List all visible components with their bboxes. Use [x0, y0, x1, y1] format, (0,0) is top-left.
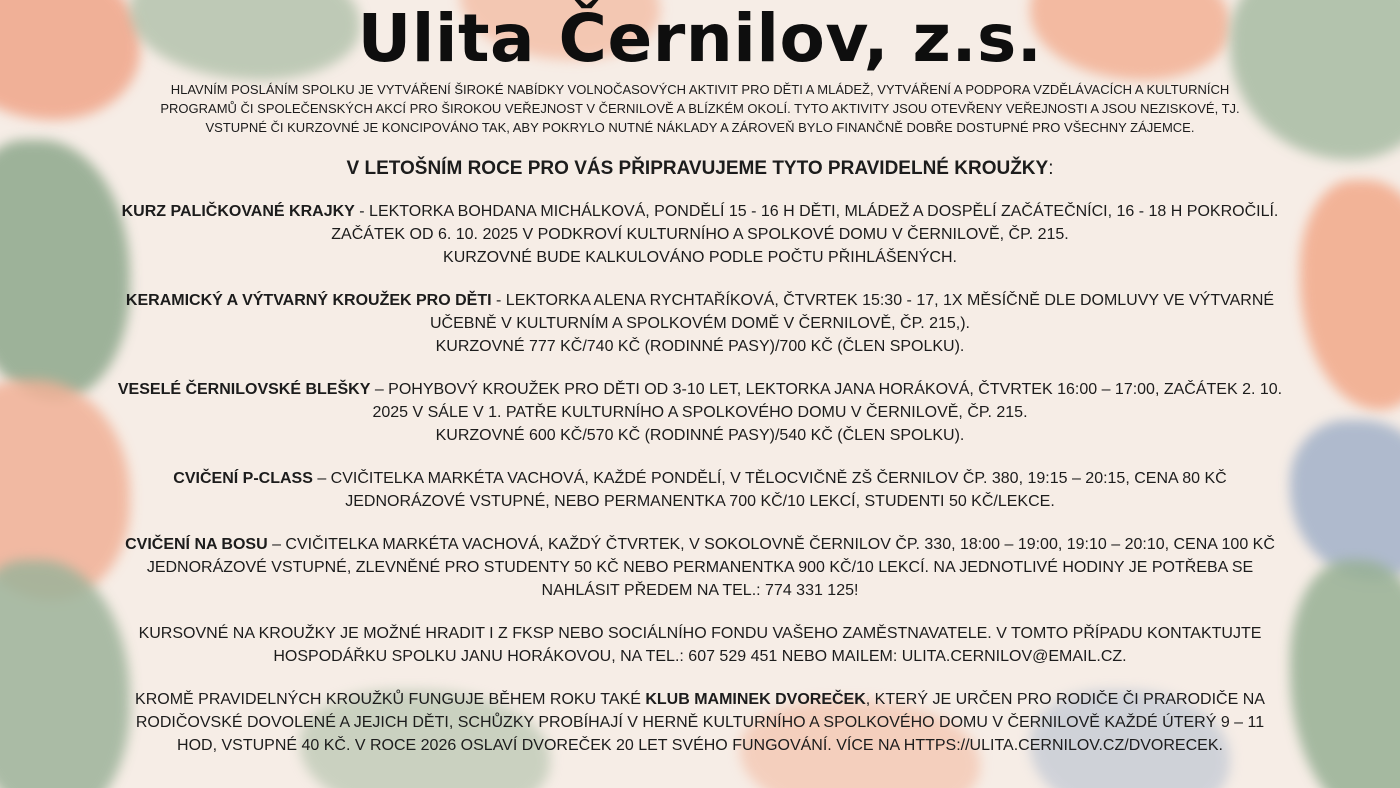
courses-heading	[0, 156, 1400, 182]
course-details: - LEKTORKA ALENA RYCHTAŘÍKOVÁ, ČTVRTEK 15:30 - 17, 1X MĚSÍČNĚ DLE DOMLUVY VE VÝTVARNÉ UČEBNĚ V KULTURNÍM A SPOLKOVÉM DOMĚ V ČERNILOVĚ, ČP. 215,).	[430, 292, 1275, 332]
course-item	[115, 378, 1285, 447]
course-name: CVIČENÍ NA BOSU	[125, 536, 268, 553]
club-details: , KTERÝ JE URČEN PRO RODIČE ČI PRARODIČE NA RODIČOVSKÉ DOVOLENÉ A JEJICH DĚTI, SCHŮZKY PROBÍHAJÍ V HERNĚ KULTURNÍHO A SPOLKOVÉHO DOMU V ČERNILOVĚ KAŽDÉ ÚTERÝ 9 – 11 HOD, VSTUPNÉ 40 KČ. V ROCE 2026 OSLAVÍ DVOREČEK 20 LET SVÉHO FUNGOVÁNÍ. VÍCE NA HTTPS://ULITA.CERNILOV.CZ/DVORECEK.	[135, 691, 1265, 754]
course-price: KURZOVNÉ 777 KČ/740 KČ (RODINNÉ PASY)/700 KČ (ČLEN SPOLKU).	[435, 338, 965, 355]
courses-heading-text: V LETOŠNÍM ROCE PRO VÁS PŘIPRAVUJEME TYTO PRAVIDELNÉ KROUŽKY	[346, 158, 1049, 179]
course-item	[115, 289, 1285, 358]
course-price: KURZOVNÉ 600 KČ/570 KČ (RODINNÉ PASY)/540 KČ (ČLEN SPOLKU).	[435, 427, 965, 444]
course-name: CVIČENÍ P-CLASS	[173, 470, 313, 487]
club-name: KLUB MAMINEK DVOREČEK	[645, 691, 866, 708]
course-details: – CVIČITELKA MARKÉTA VACHOVÁ, KAŽDÉ PONDĚLÍ, V TĚLOCVIČNĚ ZŠ ČERNILOV ČP. 380, 19:15 – 20:15, CENA 80 KČ JEDNORÁZOVÉ VSTUPNÉ, NEBO PERMANENTKA 700 KČ/10 LEKCÍ, STUDENTI 50 KČ/LEKCE.	[312, 470, 1227, 510]
course-details: – POHYBOVÝ KROUŽEK PRO DĚTI OD 3-10 LET, LEKTORKA JANA HORÁKOVÁ, ČTVRTEK 16:00 – 17:00, ZAČÁTEK 2. 10. 2025 V SÁLE V 1. PATŘE KULTURNÍHO A SPOLKOVÉHO DOMU V ČERNILOVĚ, ČP. 215.	[370, 381, 1283, 421]
course-name: VESELÉ ČERNILOVSKÉ BLEŠKY	[117, 381, 371, 398]
course-details: - LEKTORKA BOHDANA MICHÁLKOVÁ, PONDĚLÍ 15 - 16 H DĚTI, MLÁDEŽ A DOSPĚLÍ ZAČÁTEČNÍCI, 16 - 18 H POKROČILÍ. ZAČÁTEK OD 6. 10. 2025 V PODKROVÍ KULTURNÍHO A SPOLKOVÉ DOMU V ČERNILOVĚ, ČP. 215.	[331, 203, 1279, 243]
mission-statement: HLAVNÍM POSLÁNÍM SPOLKU JE VYTVÁŘENÍ ŠIROKÉ NABÍDKY VOLNOČASOVÝCH AKTIVIT PRO DĚTI A MLÁDEŽ, VYTVÁŘENÍ A PODPORA VZDĚLÁVACÍCH A KULTURNÍCH PROGRAMŮ ČI SPOLEČENSKÝCH AKCÍ PRO ŠIROKOU VEŘEJNOST V ČERNILOVĚ A BLÍZKÉM OKOLÍ. TYTO AKTIVITY JSOU OTEVŘENY VEŘEJNOSTI A JSOU NEZISKOVÉ, TJ. VSTUPNÉ ČI KURZOVNÉ JE KONCIPOVÁNO TAK, ABY POKRYLO NUTNÉ NÁKLADY A ZÁROVEŇ BYLO FINANČNĚ DOBŘE DOSTUPNÉ PRO VŠECHNY ZÁJEMCE.	[160, 82, 1240, 135]
club-prefix: KROMĚ PRAVIDELNÝCH KROUŽKŮ FUNGUJE BĚHEM ROKU TAKÉ	[135, 691, 646, 708]
club-info	[115, 688, 1285, 757]
courses-heading-colon: :	[1048, 158, 1054, 179]
payment-note: KURSOVNÉ NA KROUŽKY JE MOŽNÉ HRADIT I Z FKSP NEBO SOCIÁLNÍHO FONDU VAŠEHO ZAMĚSTNAVATELE. V TOMTO PŘÍPADU KONTAKTUJTE HOSPODÁŘKU SPOLKU JANU HORÁKOVOU, NA TEL.: 607 529 451 NEBO MAILEM: ULITA.CERNILOV@EMAIL.CZ.	[138, 625, 1262, 665]
course-item	[115, 200, 1285, 269]
course-details: – CVIČITELKA MARKÉTA VACHOVÁ, KAŽDÝ ČTVRTEK, V SOKOLOVNĚ ČERNILOV ČP. 330, 18:00 – 19:00, 19:10 – 20:10, CENA 100 KČ JEDNORÁZOVÉ VSTUPNÉ, ZLEVNĚNÉ PRO STUDENTY 50 KČ NEBO PERMANENTKA 900 KČ/10 LEKCÍ. NA JEDNOTLIVÉ HODINY JE POTŘEBA SE NAHLÁSIT PŘEDEM NA TEL.: 774 331 125!	[146, 536, 1275, 599]
course-item	[115, 533, 1285, 602]
course-name: KERAMICKÝ A VÝTVARNÝ KROUŽEK PRO DĚTI	[125, 292, 492, 309]
course-price: KURZOVNÉ BUDE KALKULOVÁNO PODLE POČTU PŘIHLÁŠENÝCH.	[443, 249, 957, 266]
page-title: Ulita Černilov, z.s.	[357, 0, 1043, 77]
course-item	[115, 467, 1285, 513]
course-name: KURZ PALIČKOVANÉ KRAJKY	[121, 203, 355, 220]
